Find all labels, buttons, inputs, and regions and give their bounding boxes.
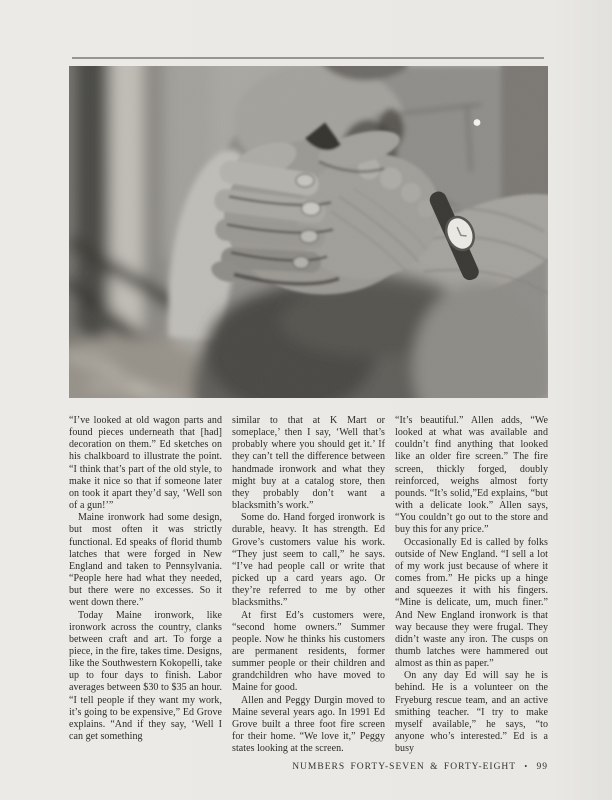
issue-label: NUMBERS FORTY-SEVEN & FORTY-EIGHT	[292, 762, 516, 772]
paragraph: “It’s beautiful.” Allen adds, “We looked at what was available and couldn’t find anything that looked like an older fire screen.” The fire screen, thickly forged, doubly reinforced, weighs almost forty pounds. “It’s solid,”Ed explains, “but with a delicate look.” Allen says, “You couldn’t go out to the store and buy this for any price.”	[395, 415, 548, 536]
top-rule	[72, 57, 544, 59]
hands-photo-art	[69, 66, 548, 398]
paragraph: Maine ironwork had some design, but most often it was strictly functional. Ed speaks of florid thumb latches that were forged in New England and taken to Pennsylvania. “People here had what they needed, but there were no excesses. So it went down there.”	[69, 512, 222, 609]
page-footer	[292, 762, 548, 772]
text-column-3	[395, 415, 548, 755]
paragraph: Today Maine ironwork, like ironwork across the country, clanks between craft and art. To forge a piece, in the fire, takes time. Designs, like the Southwestern Kokopelli, take up to four days to finish. Labor averages between $30 to $35 an hour. “I tell people if they want my work, it’s going to be expensive,” Ed Grove explains. “And if they say, ‘Well I can get something	[69, 609, 222, 743]
page-number: 99	[536, 762, 548, 772]
paragraph: Allen and Peggy Durgin moved to Maine several years ago. In 1991 Ed Grove built a three foot fire screen for their home. “We love it,” Peggy states looking at the screen.	[232, 694, 385, 755]
paragraph: At first Ed’s customers were, “second home owners.” Summer people. Now he thinks his customers are permanent residents, former summer people or their children and grandchildren who have moved to Maine for good.	[232, 609, 385, 694]
paragraph: similar to that at K Mart or someplace,’ then I say, ‘Well that’s probably where you should get it.’ If they can’t tell the difference between handmade ironwork and what they might buy at a catalog store, then they probably don’t want a blacksmith’s work.”	[232, 415, 385, 512]
footer-bullet: •	[524, 762, 529, 771]
article-body	[69, 415, 548, 755]
photo-grain-overlay	[69, 67, 548, 398]
text-column-2	[232, 415, 385, 755]
text-column-1	[69, 415, 222, 755]
paragraph: Occasionally Ed is called by folks outside of New England. “I sell a lot of my work just because of where it comes from.” He picks up a hinge and squeezes it with his fingers. “Mine is delicate, um, much finer.” And New England ironwork is that way because they were frugal. They didn’t waste any iron. The cusps on thumb latches were hammered out almost as thin as paper.”	[395, 536, 548, 670]
paragraph: Some do. Hand forged ironwork is durable, heavy. It has strength. Ed Grove’s customers value his work. “They just seem to call,” he says. “I’ve had people call or write that picked up a card years ago. Or they’re referred to me by other blacksmiths.”	[232, 512, 385, 609]
paragraph: On any day Ed will say he is behind. He is a volunteer on the Fryeburg rescue team, and an active smithing teacher. “I try to make myself available,” he says, “to anyone who’s interested.” Ed is a busy	[395, 670, 548, 755]
hands-photo	[69, 66, 548, 398]
paragraph: “I’ve looked at old wagon parts and found pieces underneath that [had] decoration on them.” Ed sketches on his chalkboard to illustrate the point. “I think that’s part of the old style, to make it nice so that if someone later on took it apart they’d say, ‘Well son of a gun!’”	[69, 415, 222, 512]
